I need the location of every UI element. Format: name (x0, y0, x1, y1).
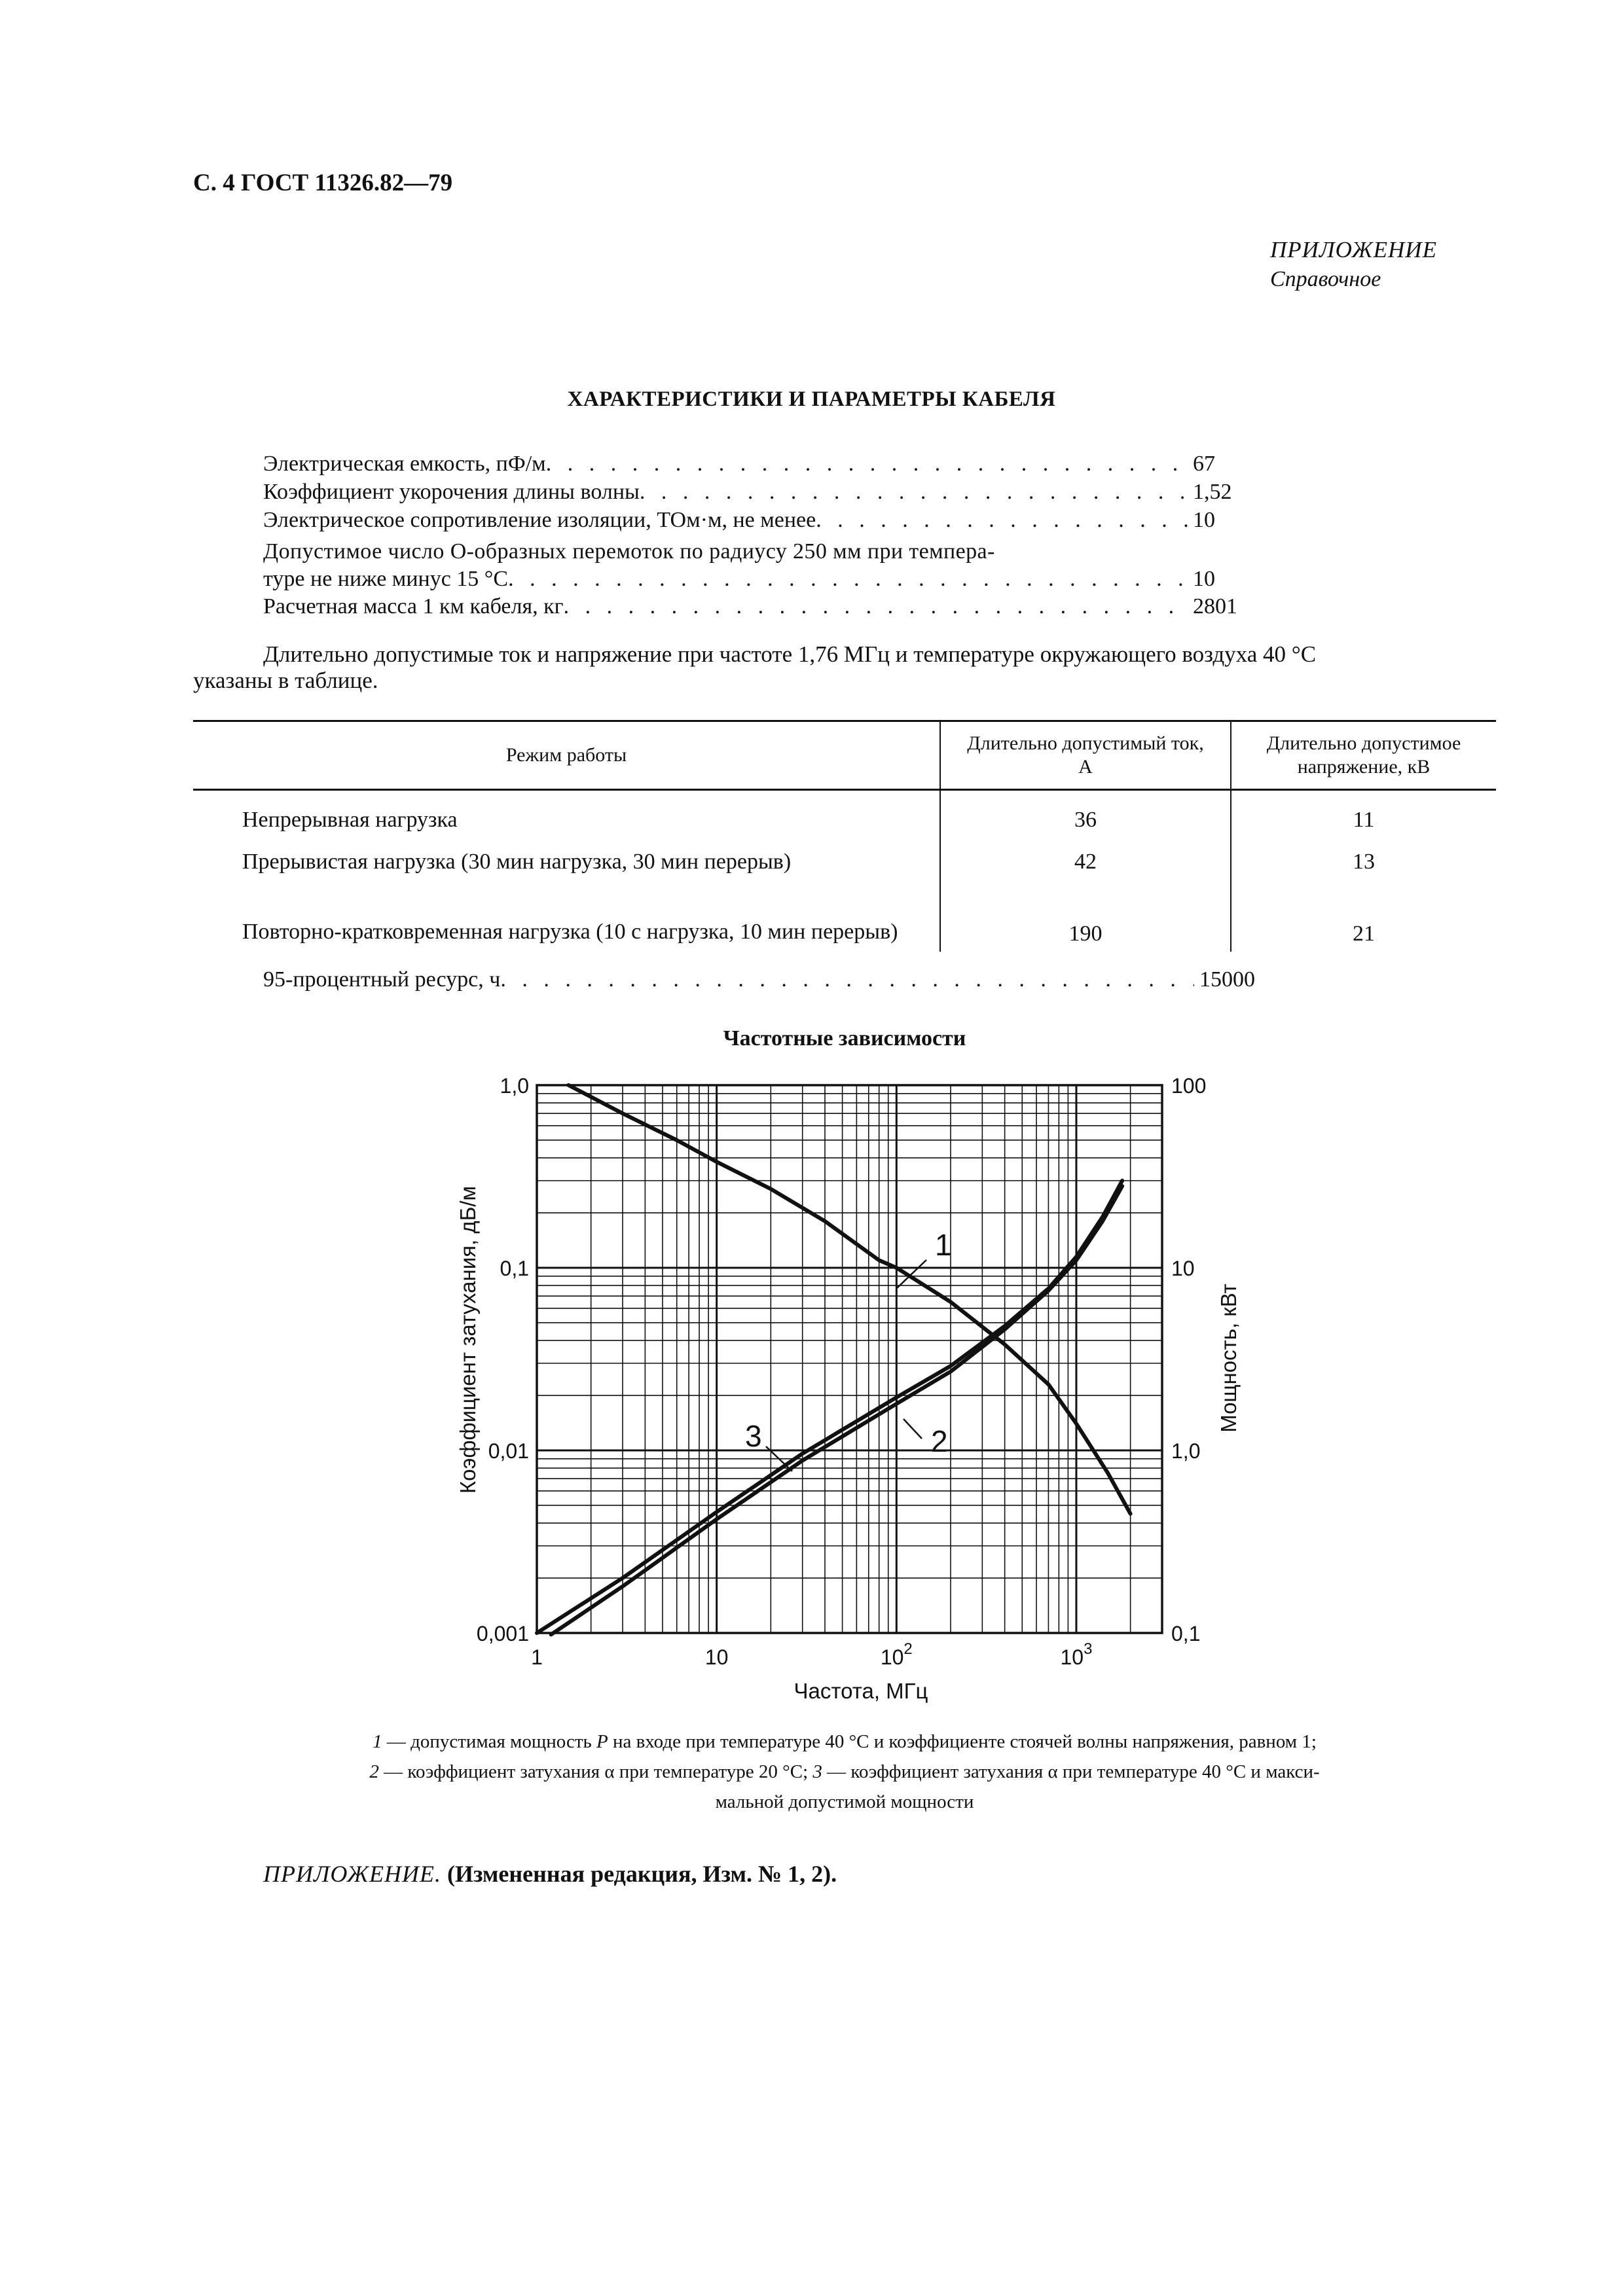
table-header-current: Длительно допустимый ток, А (940, 721, 1231, 790)
note-bold: (Измененная редакция, Изм. № 1, 2). (447, 1861, 837, 1887)
y-axis-left-label: Коэффициент затухания, дБ/м (456, 1185, 480, 1494)
table-cell-voltage: 11 (1231, 790, 1496, 833)
y-left-tick-label: 1,0 (500, 1074, 529, 1098)
chart-series (537, 1085, 1131, 1634)
x-tick-label: $10^3$ (1060, 1640, 1093, 1669)
table-cell-mode: Повторно-кратковременная нагрузка (10 с нагрузка, 10 мин перерыв) (242, 920, 898, 944)
series-label-1: 1 (935, 1228, 952, 1262)
table-cell-current: 42 (940, 833, 1231, 874)
resource-value: 15000 (1199, 967, 1255, 992)
table-header-voltage: Длительно допустимое напряжение, кВ (1231, 721, 1496, 790)
table-cell-current: 190 (940, 874, 1231, 952)
y-left-tick-label: 0,001 (476, 1622, 529, 1645)
table-cell-current: 36 (940, 790, 1231, 833)
section-title: ХАРАКТЕРИСТИКИ И ПАРАМЕТРЫ КАБЕЛЯ (567, 387, 1056, 411)
x-axis-label: Частота, МГц (793, 1679, 928, 1703)
param-value: 2801 (1193, 594, 1237, 619)
table-cell-voltage: 13 (1231, 833, 1496, 874)
param-label: Электрическое сопротивление изоляции, ТОм·м, не менее (263, 508, 816, 532)
x-tick-label: 1 (531, 1645, 543, 1669)
series-line-3 (537, 1181, 1122, 1633)
table-cell-mode: Прерывистая нагрузка (30 мин нагрузка, 30 мин перерыв) (242, 850, 792, 874)
series-label-2: 2 (931, 1424, 948, 1458)
y-right-tick-label: 0,1 (1171, 1622, 1201, 1645)
appendix-title: ПРИЛОЖЕНИЕ (1270, 237, 1437, 262)
note-italic: ПРИЛОЖЕНИЕ. (263, 1861, 441, 1887)
y-right-tick-label: 10 (1171, 1257, 1195, 1280)
table-header-mode: Режим работы (193, 721, 940, 790)
param-value: 10 (1193, 508, 1215, 532)
param-value: 67 (1193, 452, 1215, 476)
chart-caption: 1 — допустимая мощность P на входе при температуре 40 °С и коэффициенте стоячей волны напряжения, равном 1; 2 — коэффициент затухания α при температуре 20 °С; 3 — коэффициент затухания α при температуре 40 °С и макси- мальной допустимой мощности (369, 1731, 1320, 1812)
chart-title: Частотные зависимости (723, 1026, 966, 1050)
y-right-tick-label: 1,0 (1171, 1439, 1201, 1463)
chart-labels (477, 1074, 1206, 1669)
param-label: Коэффициент укорочения длины волны (263, 480, 640, 504)
y-left-tick-label: 0,01 (488, 1439, 529, 1463)
series-label-leader (903, 1419, 922, 1439)
appendix-subtitle: Справочное (1270, 267, 1381, 291)
param-value: 1,52 (1193, 480, 1232, 504)
param-value: 10 (1193, 567, 1215, 591)
x-tick-label: 10 (704, 1645, 729, 1669)
table-cell-voltage: 21 (1231, 874, 1496, 952)
amendment-note (263, 1860, 837, 1888)
y-right-tick-label: 100 (1171, 1074, 1207, 1098)
table-cell-mode: Непрерывная нагрузка (242, 808, 458, 832)
paragraph-line1: Длительно допустимые ток и напряжение при частоте 1,76 МГц и температуре окружающего воздуха 40 °С (263, 641, 1317, 667)
series-label-3: 3 (745, 1419, 762, 1453)
page-header: С. 4 ГОСТ 11326.82—79 (193, 170, 453, 196)
param-label: Расчетная масса 1 км кабеля, кг (263, 594, 564, 619)
paragraph-line2: указаны в таблице. (193, 668, 378, 693)
param-label: Электрическая емкость, пФ/м (263, 452, 546, 476)
chart-grid (537, 1085, 1162, 1633)
param-label: туре не ниже минус 15 °С (263, 567, 509, 591)
param-rewinds-line1: Допустимое число О-образных перемоток по радиусу 250 мм при темпера- (263, 539, 995, 564)
y-axis-right-label: Мощность, кВт (1216, 1283, 1241, 1433)
x-tick-label: $10^2$ (880, 1640, 913, 1669)
resource-label: 95-процентный ресурс, ч (263, 967, 501, 992)
y-left-tick-label: 0,1 (500, 1257, 529, 1280)
